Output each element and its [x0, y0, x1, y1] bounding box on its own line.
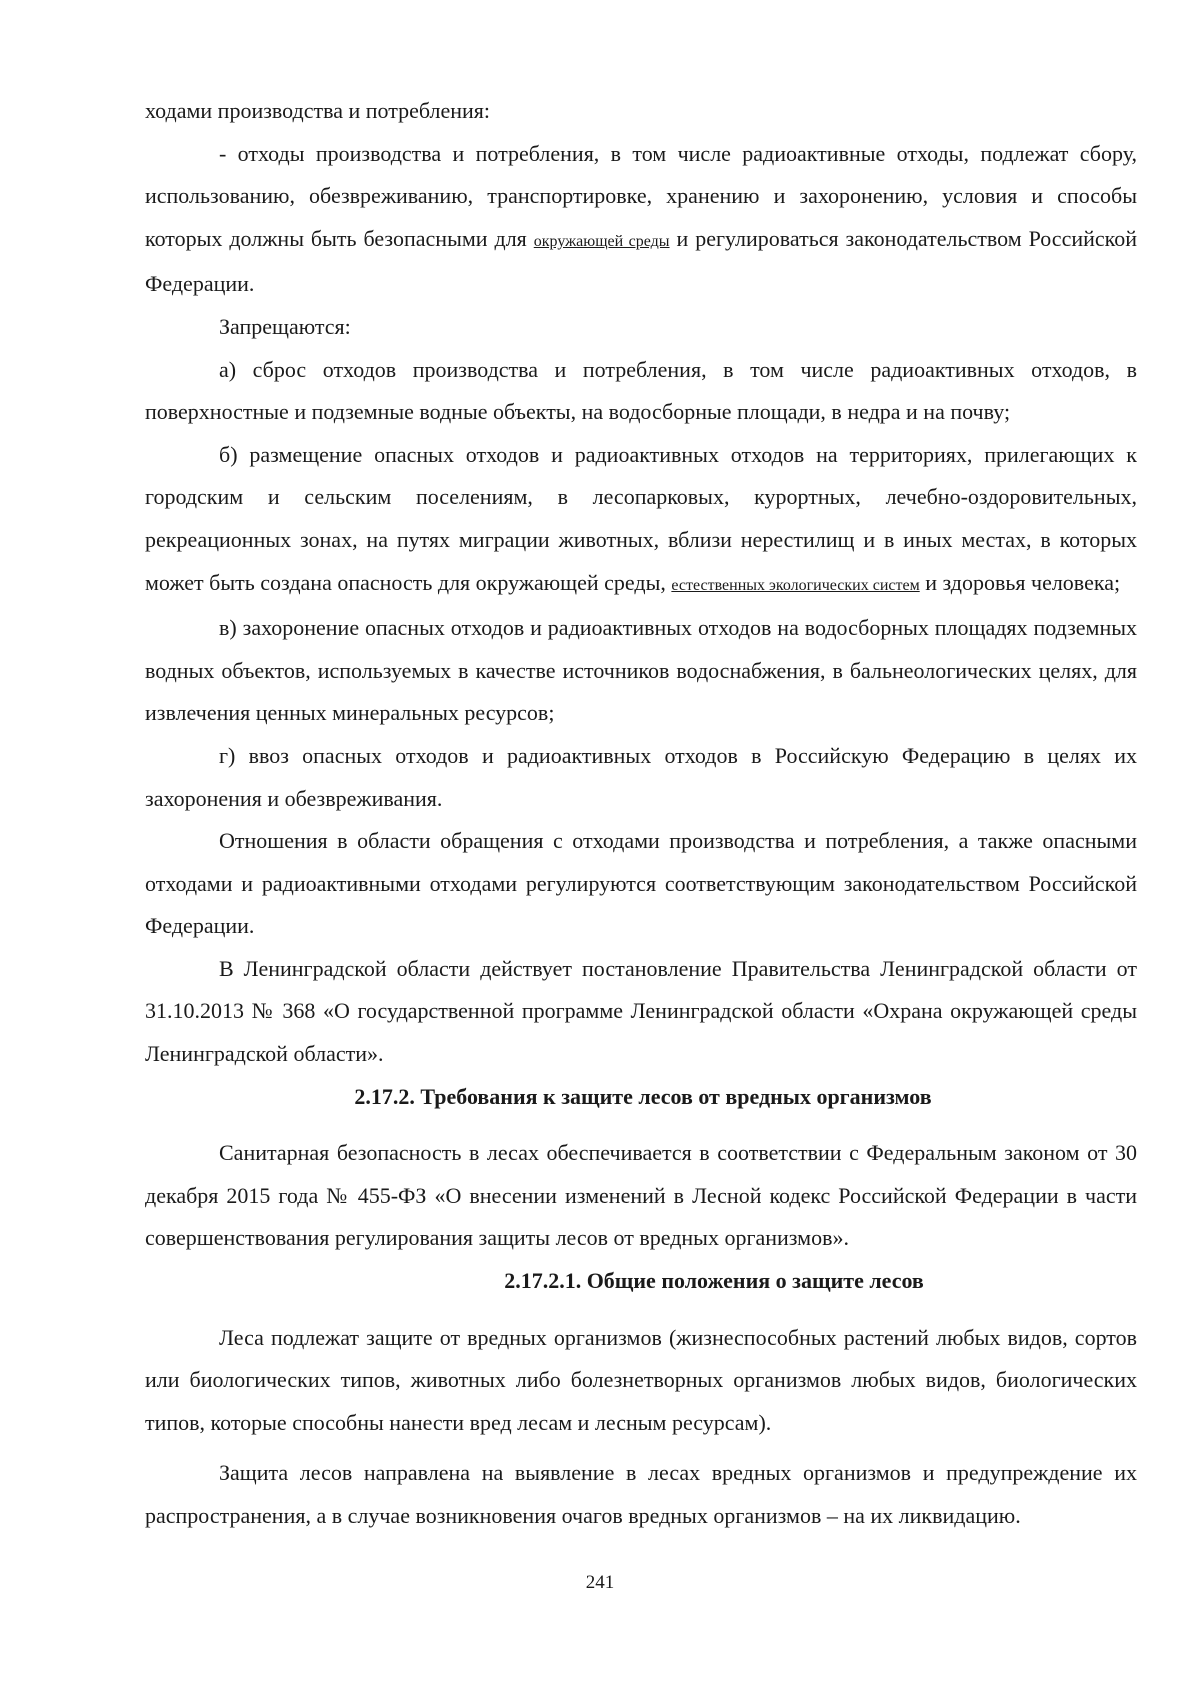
paragraph: ходами производства и потребления:: [145, 98, 491, 123]
underlined-term: окружающей среды: [533, 232, 670, 250]
paragraph-text: и регулироваться законодательством Российской Федерации.: [145, 225, 1137, 297]
paragraph: г) ввоз опасных отходов и радиоактивных отходов в Российскую Федерацию в целях их захоронения и обезвреживания.: [145, 742, 1137, 811]
document-page: [145, 90, 1137, 1538]
paragraph: В Ленинградской области действует постановление Правительства Ленинградской области от 31.10.2013 № 368 «О государственной программе Ленинградской области «Охрана окружающей среды Ленинградской области».: [145, 955, 1137, 1067]
paragraph: Леса подлежат защите от вредных организмов (жизнеспособных растений любых видов, сортов или биологических типов, животных либо болезнетворных организмов любых видов, биологических типов, которые способны нанести вред лесам и лесным ресурсам).: [145, 1324, 1137, 1435]
spacer: [145, 1444, 1137, 1452]
paragraph: Защита лесов направлена на выявление в лесах вредных организмов и предупреждение их распространения, а в случае возникновения очагов вредных организмов – на их ликвидацию.: [145, 1460, 1137, 1528]
paragraph-text: - отходы производства и потребления, в том числе радиоактивные отходы, подлежат сбору, использованию, обезвреживанию, транспортировке, хранению и захоронению, условия и способы которых должны быть безопасными для: [145, 140, 1137, 251]
paragraph: в) захоронение опасных отходов и радиоактивных отходов на водосборных площадях подземных водных объектов, используемых в качестве источников водоснабжения, в бальнеологических целях, для извлечения ценных минеральных ресурсов;: [145, 615, 1137, 726]
subsection-heading: 2.17.2.1. Общие положения о защите лесов: [504, 1268, 924, 1294]
paragraph-text: б) размещение опасных отходов и радиоактивных отходов на территориях, прилегающих к городским и сельским поселениям, в лесопарковых, курортных, лечебно-оздоровительных, рекреационных зонах, на путях миграции животных, вблизи нерестилищ и в иных местах, в которых может быть создана опасность для окружающей среды,: [145, 441, 1137, 595]
paragraph: Отношения в области обращения с отходами производства и потребления, а также опасными отходами и радиоактивными отходами регулируются соответствующим законодательством Российской Федерации.: [145, 828, 1137, 939]
paragraph: [145, 133, 1137, 306]
section-heading: 2.17.2. Требования к защите лесов от вредных организмов: [354, 1083, 932, 1109]
spacer: [145, 1303, 1137, 1317]
paragraph: [145, 434, 1137, 607]
paragraph: Запрещаются:: [219, 313, 351, 339]
spacer: [145, 1118, 1137, 1132]
paragraph: Санитарная безопасность в лесах обеспечивается в соответствии с Федеральным законом от 30 декабря 2015 года № 455-ФЗ «О внесении изменений в Лесной кодекс Российской Федерации в части совершенствования регулирования защиты лесов от вредных организмов».: [145, 1140, 1137, 1251]
paragraph-text: и здоровья человека;: [919, 569, 1121, 595]
paragraph: а) сброс отходов производства и потребления, в том числе радиоактивных отходов, в поверхностные и подземные водные объекты, на водосборные площади, в недра и на почву;: [145, 356, 1137, 425]
underlined-term: естественных экологических систем: [671, 576, 920, 594]
page-number: 241: [585, 1572, 615, 1593]
